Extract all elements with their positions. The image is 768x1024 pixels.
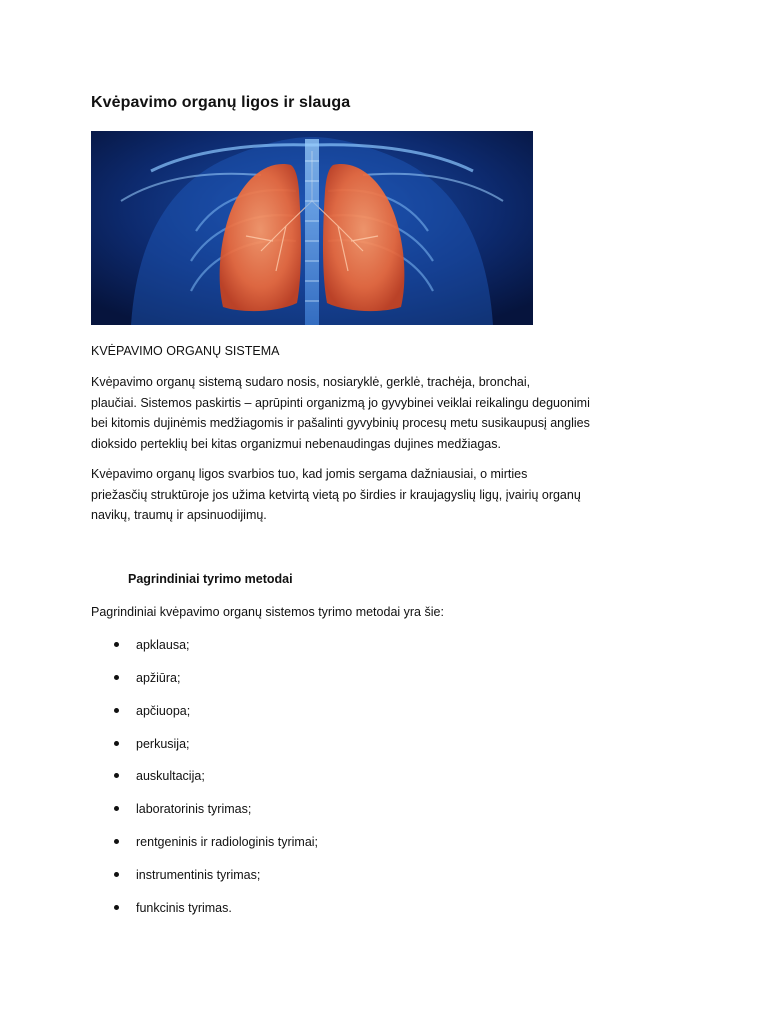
- bullet-dot-icon: [114, 708, 119, 713]
- list-item-text: apklausa;: [136, 638, 190, 652]
- list-item-text: auskultacija;: [136, 769, 205, 783]
- bullet-dot-icon: [114, 741, 119, 746]
- list-item-text: instrumentinis tyrimas;: [136, 868, 261, 882]
- bullet-dot-icon: [114, 642, 119, 647]
- list-item: [114, 671, 180, 685]
- list-item: [114, 638, 190, 652]
- list-item-text: funkcinis tyrimas.: [136, 901, 232, 915]
- paragraph-line: plaučiai. Sistemos paskirtis – aprūpinti organizmą jo gyvybinei veiklai reikalingu deguonimi: [91, 395, 590, 410]
- paragraph-line: dioksido perteklių bei kitas organizmui nebenaudingas dujines medžiagas.: [91, 436, 501, 451]
- methods-intro: Pagrindiniai kvėpavimo organų sistemos tyrimo metodai yra šie:: [91, 605, 444, 619]
- paragraph-disease-importance: [91, 464, 611, 526]
- paragraph-line: Kvėpavimo organų sistemą sudaro nosis, nosiaryklė, gerklė, trachėja, bronchai,: [91, 375, 531, 389]
- bullet-dot-icon: [114, 872, 119, 877]
- list-item-text: rentgeninis ir radiologinis tyrimai;: [136, 835, 319, 849]
- list-item: [114, 769, 205, 783]
- list-item: [114, 704, 190, 718]
- bullet-dot-icon: [114, 839, 119, 844]
- paragraph-line: Kvėpavimo organų ligos svarbios tuo, kad jomis sergama dažniausiai, o mirties: [91, 467, 528, 481]
- bullet-dot-icon: [114, 806, 119, 811]
- bullet-dot-icon: [114, 773, 119, 778]
- section-heading: KVĖPAVIMO ORGANŲ SISTEMA: [91, 344, 280, 358]
- list-item: [114, 802, 251, 816]
- list-item: [114, 835, 318, 849]
- lungs-illustration: [91, 131, 533, 325]
- paragraph-line: priežasčių struktūroje jos užima ketvirtą vietą po širdies ir kraujagyslių ligų, įvairių organų: [91, 487, 581, 502]
- list-item-text: perkusija;: [136, 737, 190, 751]
- list-item-text: apčiuopa;: [136, 704, 191, 718]
- bullet-dot-icon: [114, 905, 119, 910]
- paragraph-line: bei kitomis dujinėmis medžiagomis ir pašalinti gyvybinių procesų metu susikaupusį anglies: [91, 416, 590, 430]
- paragraph-line: navikų, traumų ir apsinuodijimų.: [91, 508, 267, 522]
- list-item: [114, 868, 260, 882]
- list-item-text: apžiūra;: [136, 671, 181, 685]
- bullet-dot-icon: [114, 675, 119, 680]
- document-title: Kvėpavimo organų ligos ir slauga: [91, 94, 351, 111]
- list-item: [114, 901, 232, 915]
- methods-subheading: Pagrindiniai tyrimo metodai: [128, 572, 293, 586]
- paragraph-system-description: [91, 372, 611, 454]
- list-item-text: laboratorinis tyrimas;: [136, 802, 252, 816]
- list-item: [114, 737, 190, 751]
